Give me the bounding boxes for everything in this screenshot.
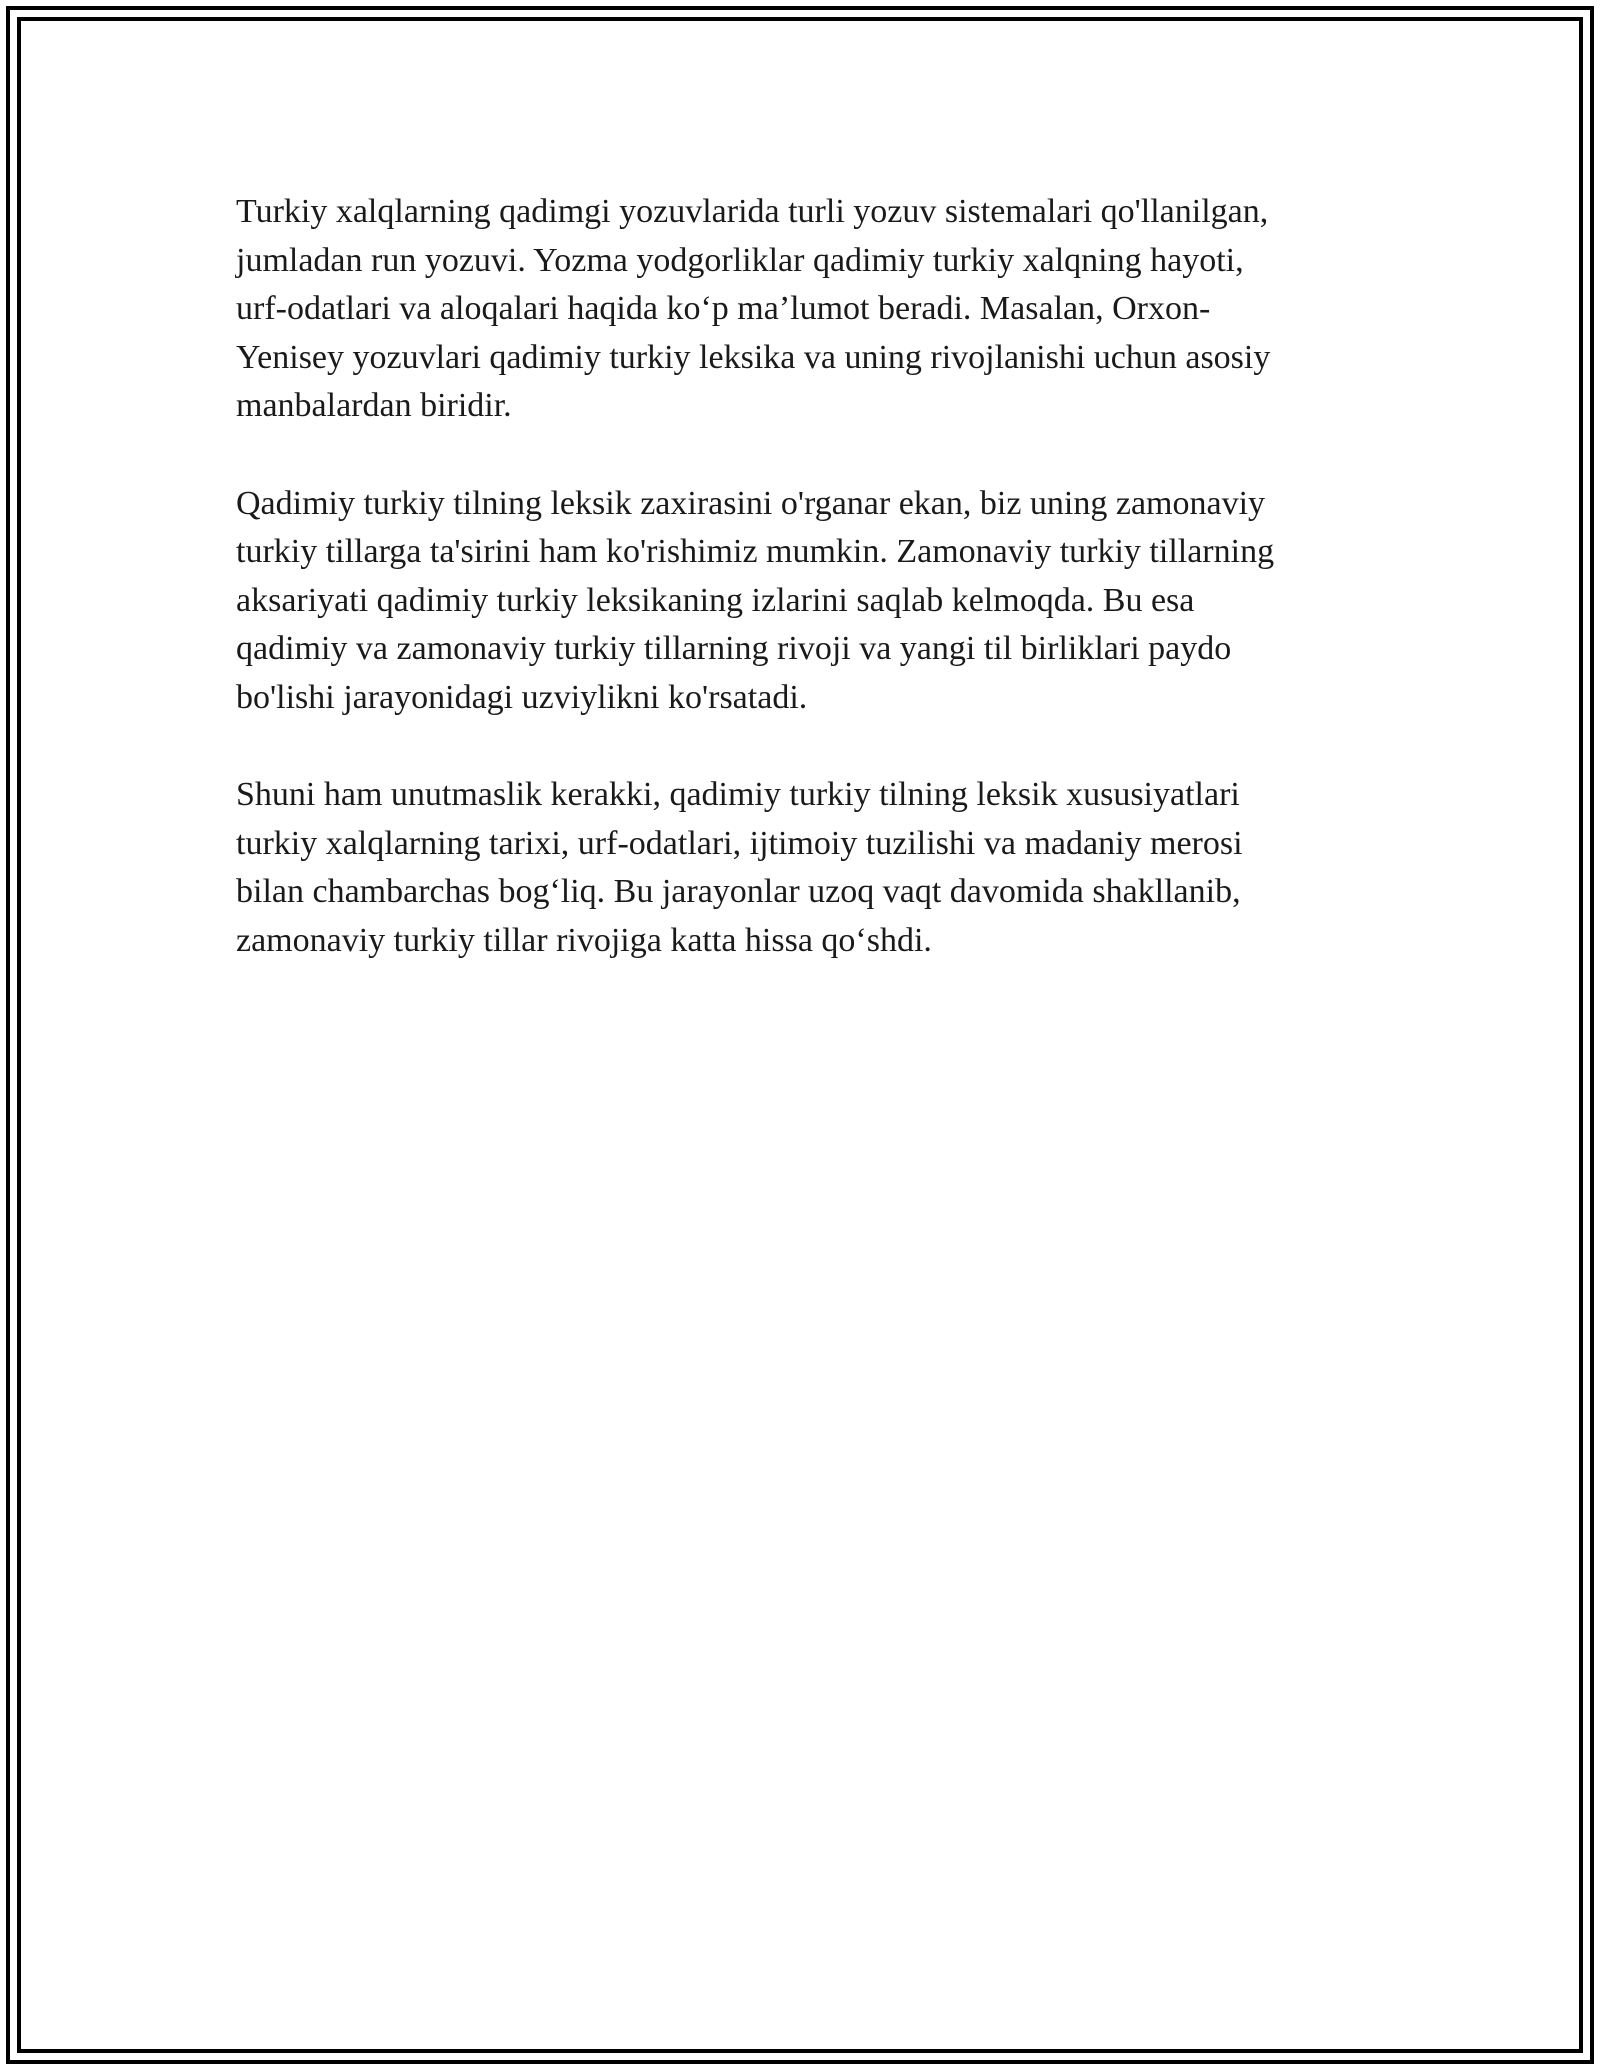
- paragraph-line: aksariyati qadimiy turkiy leksikaning izlarini saqlab kelmoqda. Bu esa: [236, 581, 1195, 619]
- paragraph-line: urf-odatlari va aloqalari haqida ko‘p ma’lumot beradi. Masalan, Orxon-: [236, 290, 1211, 328]
- paragraph-1: [236, 188, 1370, 431]
- paragraph-line: bo'lishi jarayonidagi uzviylikni ko'rsatadi.: [236, 678, 808, 716]
- paragraph-line: bilan chambarchas bog‘liq. Bu jarayonlar uzoq vaqt davomida shakllanib,: [236, 873, 1241, 911]
- paragraph-line: Shuni ham unutmaslik kerakki, qadimiy turkiy tilning leksik xususiyatlari: [236, 776, 1240, 814]
- paragraph-line: Qadimiy turkiy tilning leksik zaxirasini o'rganar ekan, biz uning zamonaviy: [236, 484, 1266, 522]
- paragraph-line: Turkiy xalqlarning qadimgi yozuvlarida turli yozuv sistemalari qo'llanilgan,: [236, 193, 1269, 230]
- paragraph-line: jumladan run yozuvi. Yozma yodgorliklar qadimiy turkiy xalqning hayoti,: [236, 241, 1244, 279]
- paragraph-line: qadimiy va zamonaviy turkiy tillarning rivoji va yangi til birliklari paydo: [236, 630, 1232, 668]
- paragraph-line: zamonaviy turkiy tillar rivojiga katta hissa qo‘shdi.: [236, 921, 932, 959]
- document-body: [236, 188, 1370, 1014]
- paragraph-line: manbalardan biridir.: [236, 387, 512, 425]
- paragraph-line: turkiy tillarga ta'sirini ham ko'rishimiz mumkin. Zamonaviy turkiy tillarning: [236, 533, 1275, 571]
- paragraph-line: turkiy xalqlarning tarixi, urf-odatlari, ijtimoiy tuzilishi va madaniy merosi: [236, 824, 1243, 862]
- paragraph-3: [236, 771, 1370, 965]
- paragraph-2: [236, 480, 1370, 723]
- paragraph-line: Yenisey yozuvlari qadimiy turkiy leksika va uning rivojlanishi uchun asosiy: [236, 338, 1271, 376]
